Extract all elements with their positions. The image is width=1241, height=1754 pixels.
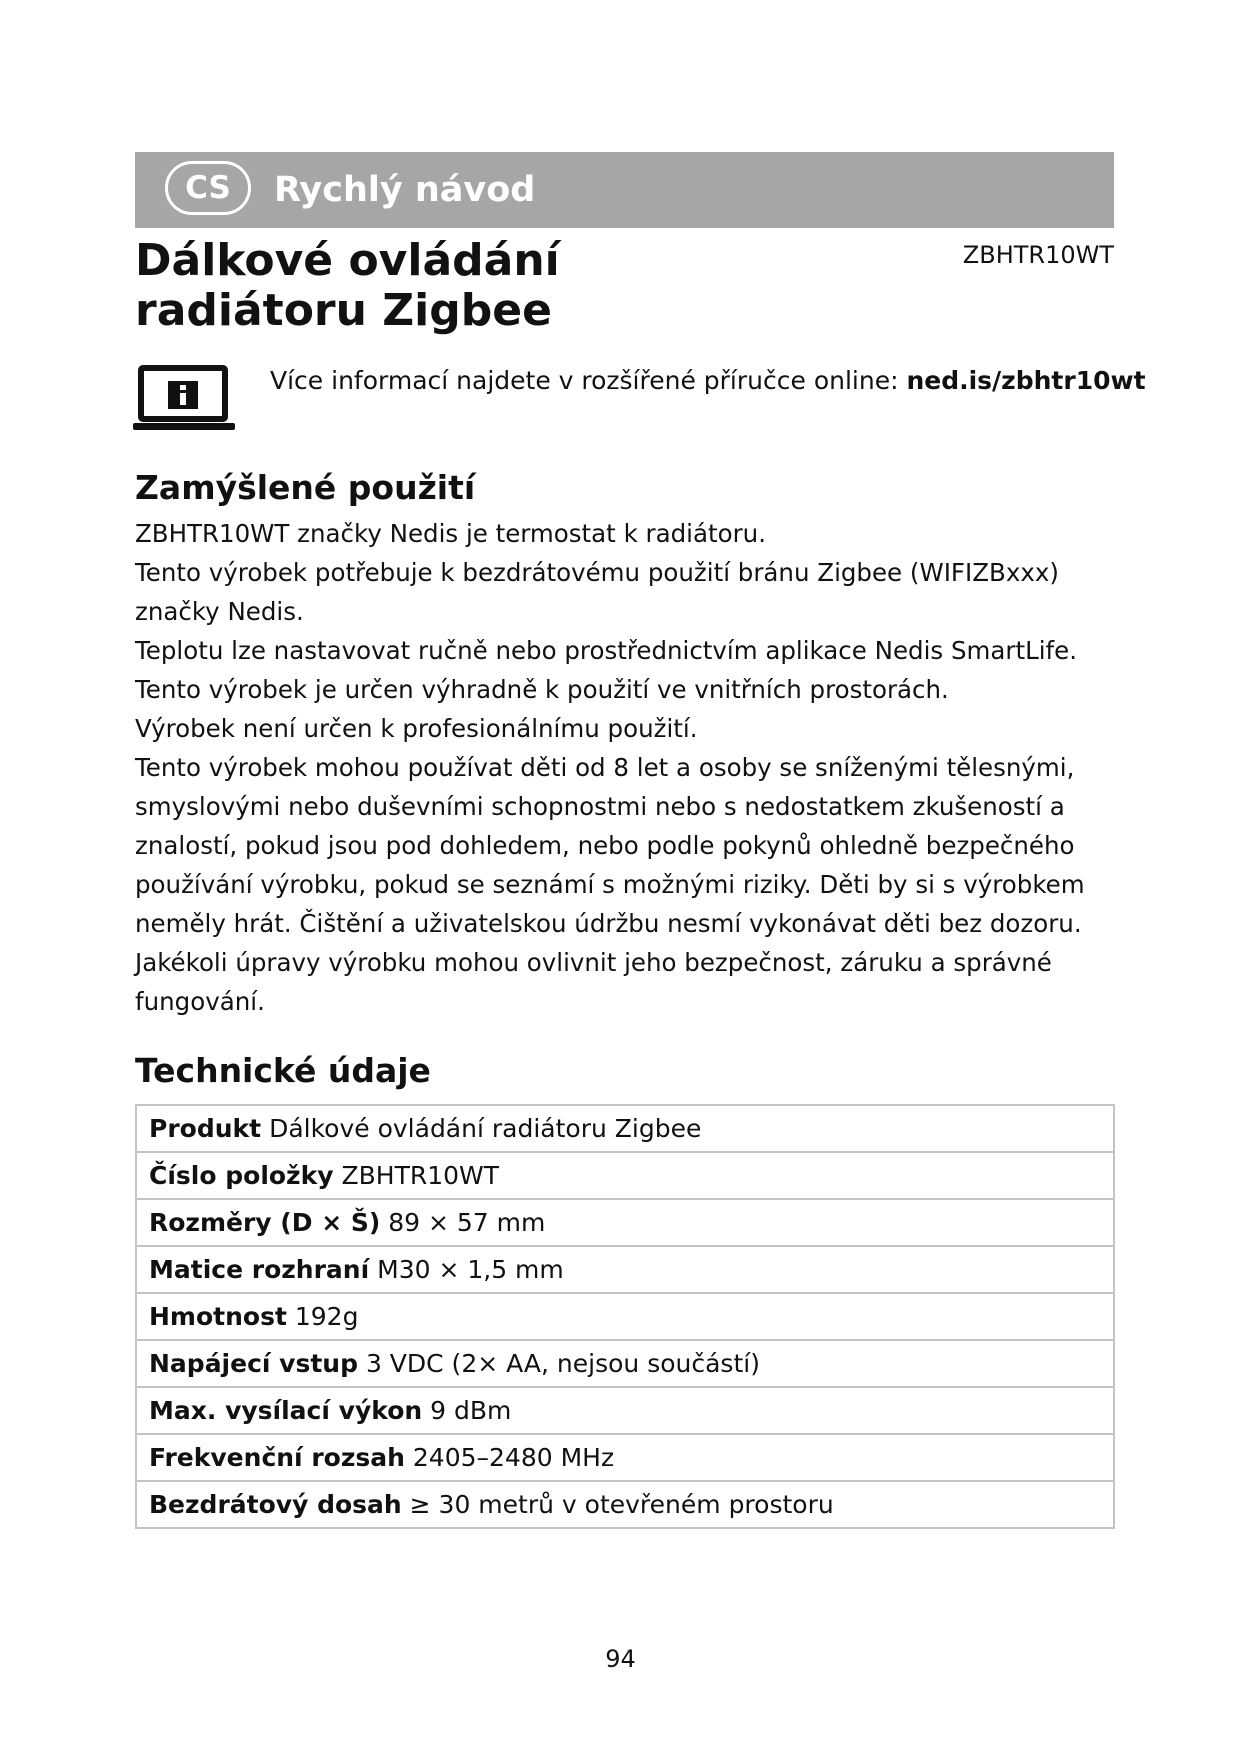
- spec-value: 89 × 57 mm: [388, 1208, 546, 1237]
- spec-cell: [136, 1105, 1114, 1152]
- specs-heading: Technické údaje: [135, 1051, 431, 1090]
- table-row: [136, 1246, 1114, 1293]
- spec-label: Napájecí vstup: [149, 1349, 358, 1378]
- spec-value: ZBHTR10WT: [341, 1161, 500, 1190]
- table-row: [136, 1293, 1114, 1340]
- table-row: [136, 1105, 1114, 1152]
- paragraph: Jakékoli úpravy výrobku mohou ovlivnit jeho bezpečnost, záruku a správné fungování.: [135, 948, 1052, 1016]
- paragraph: Tento výrobek je určen výhradně k použití ve vnitřních prostorách.: [135, 675, 949, 704]
- spec-label: Hmotnost: [149, 1302, 287, 1331]
- language-badge: CS: [165, 161, 251, 215]
- intended-use-heading: Zamýšlené použití: [135, 468, 476, 507]
- paragraph: Tento výrobek potřebuje k bezdrátovému použití bránu Zigbee (WIFIZBxxx) značky Nedis.: [135, 558, 1059, 626]
- product-title: Dálkové ovládání radiátoru Zigbee: [135, 235, 560, 336]
- spec-label: Produkt: [149, 1114, 262, 1143]
- more-info-label: Více informací najdete v rozšířené příručce online:: [270, 366, 907, 395]
- more-info-text: [270, 364, 1146, 398]
- table-row: [136, 1434, 1114, 1481]
- paragraph: Teplotu lze nastavovat ručně nebo prostřednictvím aplikace Nedis SmartLife.: [135, 636, 1078, 665]
- spec-value: 192g: [294, 1302, 359, 1331]
- paragraph: Výrobek není určen k profesionálnímu použití.: [135, 714, 698, 743]
- spec-value: ≥ 30 metrů v otevřeném prostoru: [409, 1490, 834, 1519]
- spec-cell: [136, 1246, 1114, 1293]
- spec-label: Rozměry (D × Š): [149, 1208, 381, 1237]
- spec-cell: [136, 1340, 1114, 1387]
- spec-cell: [136, 1199, 1114, 1246]
- page-number: 94: [605, 1645, 636, 1673]
- paragraph: Tento výrobek mohou používat děti od 8 let a osoby se sníženými tělesnými, smyslovými nebo duševními schopnostmi nebo s nedostatkem zkušeností a znalostí, pokud jsou pod dohledem, nebo podle pokynů ohledně bezpečného používání výrobku, pokud se seznámí s možnými riziky. Děti by si s výrobkem neměly hrát. Čištění a uživatelskou údržbu nesmí vykonávat děti bez dozoru.: [135, 753, 1085, 938]
- spec-label: Max. vysílací výkon: [149, 1396, 423, 1425]
- intended-use-text: [135, 514, 1115, 1021]
- spec-value: M30 × 1,5 mm: [377, 1255, 564, 1284]
- spec-label: Číslo položky: [149, 1161, 334, 1190]
- table-row: [136, 1387, 1114, 1434]
- model-number: ZBHTR10WT: [962, 241, 1114, 269]
- spec-cell: [136, 1434, 1114, 1481]
- spec-label: Frekvenční rozsah: [149, 1443, 405, 1472]
- table-row: [136, 1199, 1114, 1246]
- table-row: [136, 1340, 1114, 1387]
- spec-value: 9 dBm: [430, 1396, 512, 1425]
- spec-label: Bezdrátový dosah: [149, 1490, 402, 1519]
- spec-cell: [136, 1293, 1114, 1340]
- spec-value: Dálkové ovládání radiátoru Zigbee: [269, 1114, 702, 1143]
- spec-cell: [136, 1387, 1114, 1434]
- laptop-info-icon: [133, 365, 235, 433]
- spec-cell: [136, 1481, 1114, 1528]
- specs-table: [135, 1104, 1115, 1529]
- table-row: [136, 1481, 1114, 1528]
- paragraph: ZBHTR10WT značky Nedis je termostat k radiátoru.: [135, 519, 766, 548]
- guide-banner: [135, 152, 1114, 228]
- spec-label: Matice rozhraní: [149, 1255, 370, 1284]
- spec-value: 2405–2480 MHz: [412, 1443, 615, 1472]
- spec-cell: [136, 1152, 1114, 1199]
- spec-value: 3 VDC (2× AA, nejsou součástí): [365, 1349, 760, 1378]
- table-row: [136, 1152, 1114, 1199]
- banner-title: Rychlý návod: [274, 170, 536, 210]
- online-manual-link[interactable]: ned.is/zbhtr10wt: [906, 366, 1146, 395]
